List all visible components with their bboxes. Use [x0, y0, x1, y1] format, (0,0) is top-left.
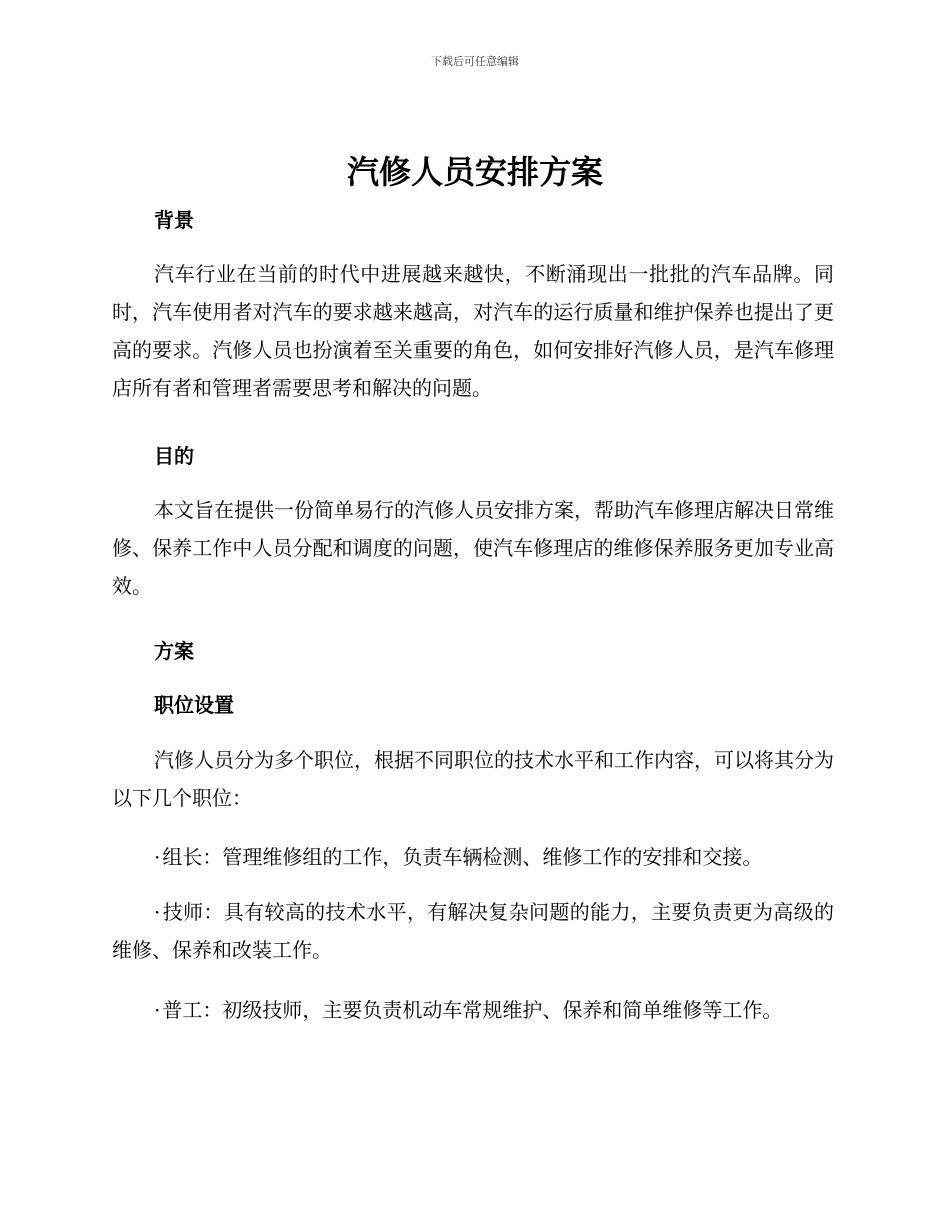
bullet-text: 组长：管理维修组的工作，负责车辆检测、维修工作的安排和交接。 [162, 845, 763, 869]
bullet-dot: · [154, 900, 161, 924]
bullet-dot: · [154, 998, 161, 1022]
background-paragraph: 汽车行业在当前的时代中进展越来越快，不断涌现出一批批的汽车品牌。同时，汽车使用者对汽车的要求越来越高，对汽车的运行质量和维护保养也提出了更高的要求。汽修人员也扮演着至关重要的角色，如何安排好汽修人员，是汽车修理店所有者和管理者需要思考和解决的问题。 [112, 262, 834, 400]
bullet-text: 普工：初级技师，主要负责机动车常规维护、保养和简单维修等工作。 [162, 998, 783, 1022]
bullet-text: 技师：具有较高的技术水平，有解决复杂问题的能力，主要负责更为高级的维修、保养和改装工作。 [112, 900, 834, 962]
positions-intro-paragraph: 汽修人员分为多个职位，根据不同职位的技术水平和工作内容，可以将其分为以下几个职位： [112, 748, 834, 810]
bullet-item-team-leader [112, 838, 834, 876]
section-heading-positions: 职位设置 [154, 693, 234, 717]
section-heading-purpose: 目的 [154, 444, 194, 468]
bullet-item-technician [112, 893, 834, 969]
section-heading-plan: 方案 [154, 639, 194, 663]
purpose-paragraph: 本文旨在提供一份简单易行的汽修人员安排方案，帮助汽车修理店解决日常维修、保养工作中人员分配和调度的问题，使汽车修理店的维修保养服务更加专业高效。 [112, 498, 834, 598]
page-header: 下载后可任意编辑 [431, 55, 519, 68]
document-title: 汽修人员安排方案 [346, 153, 603, 191]
bullet-dot: · [154, 845, 161, 869]
section-heading-background: 背景 [154, 208, 194, 232]
bullet-item-general-worker [112, 991, 802, 1029]
